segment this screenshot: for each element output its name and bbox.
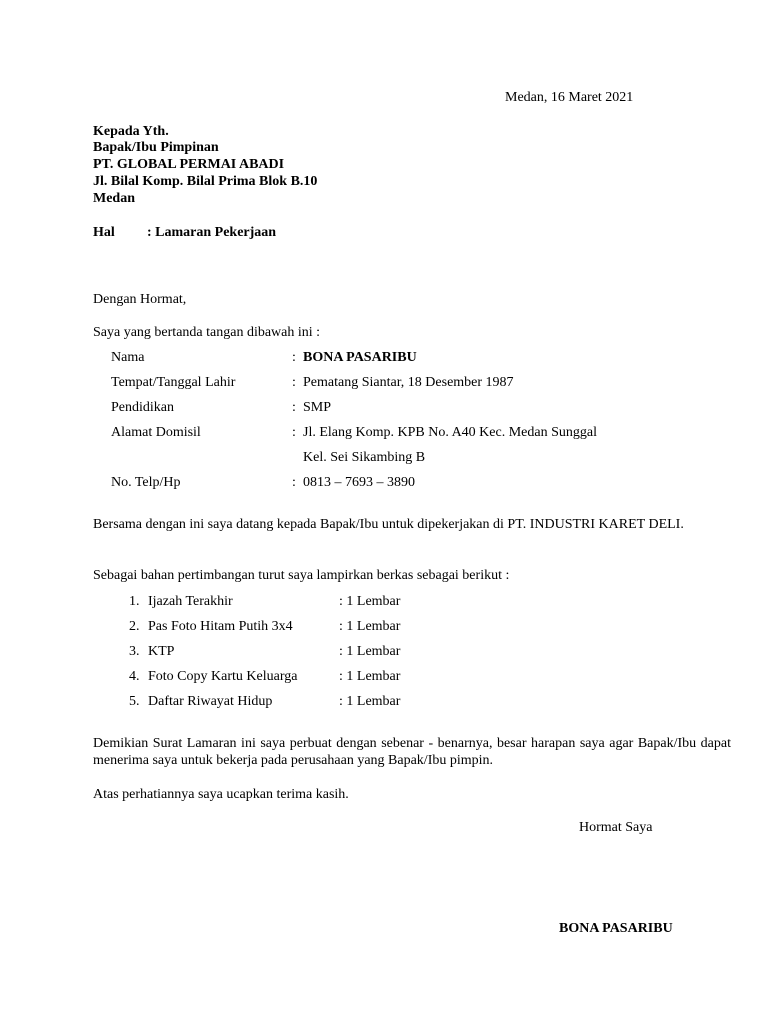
identity-label-education: Pendidikan — [111, 400, 174, 415]
identity-label-address: Alamat Domisil — [111, 425, 201, 440]
attachment-item: Pas Foto Hitam Putih 3x4 — [148, 619, 293, 634]
recipient-city: Medan — [93, 191, 135, 206]
signoff: Hormat Saya — [579, 820, 653, 835]
recipient-line-2: Bapak/Ibu Pimpinan — [93, 140, 219, 155]
identity-sep-education: : — [292, 400, 296, 415]
subject-value: : Lamaran Pekerjaan — [147, 225, 277, 240]
identity-label-birth: Tempat/Tanggal Lahir — [111, 375, 236, 390]
recipient-company: PT. GLOBAL PERMAI ABADI — [93, 157, 285, 172]
signature-name: BONA PASARIBU — [559, 921, 673, 936]
subject-label: Hal — [93, 225, 115, 240]
attachment-qty: : 1 Lembar — [339, 694, 401, 709]
attachment-qty: : 1 Lembar — [339, 594, 401, 609]
attachment-qty: : 1 Lembar — [339, 669, 401, 684]
identity-label-name: Nama — [111, 350, 145, 365]
identity-value-birth: Pematang Siantar, 18 Desember 1987 — [303, 375, 514, 390]
greeting: Dengan Hormat, — [93, 292, 187, 307]
attachment-qty: : 1 Lembar — [339, 619, 401, 634]
attachment-item: KTP — [148, 644, 175, 659]
identity-sep-address: : — [292, 425, 296, 440]
identity-value-phone: 0813 – 7693 – 3890 — [303, 475, 415, 490]
identity-sep-birth: : — [292, 375, 296, 390]
identity-value-name: BONA PASARIBU — [303, 350, 417, 365]
identity-value-address-2: Kel. Sei Sikambing B — [303, 450, 426, 465]
identity-label-phone: No. Telp/Hp — [111, 475, 181, 490]
attachment-qty: : 1 Lembar — [339, 644, 401, 659]
paragraph-application: Bersama dengan ini saya datang kepada Bapak/Ibu untuk dipekerjakan di PT. INDUSTRI KARET DELI. — [93, 517, 684, 532]
recipient-line-1: Kepada Yth. — [93, 124, 169, 139]
attachment-number: 1. — [129, 594, 140, 609]
identity-sep-phone: : — [292, 475, 296, 490]
attachment-number: 3. — [129, 644, 140, 659]
identity-sep-name: : — [292, 350, 296, 365]
attachment-number: 4. — [129, 669, 140, 684]
identity-value-education: SMP — [303, 400, 332, 415]
thanks-line: Atas perhatiannya saya ucapkan terima kasih. — [93, 787, 349, 802]
attachment-item: Daftar Riwayat Hidup — [148, 694, 273, 709]
attachment-number: 2. — [129, 619, 140, 634]
intro-text: Saya yang bertanda tangan dibawah ini : — [93, 325, 321, 340]
attachment-number: 5. — [129, 694, 140, 709]
paragraph-closing: Demikian Surat Lamaran ini saya perbuat dengan sebenar - benarnya, besar harapan saya agar Bapak/Ibu dapat menerima saya untuk bekerja pada perusahaan yang Bapak/Ibu pimpin. — [93, 736, 731, 768]
date-line: Medan, 16 Maret 2021 — [505, 90, 634, 105]
identity-value-address: Jl. Elang Komp. KPB No. A40 Kec. Medan Sunggal — [303, 425, 597, 440]
recipient-address: Jl. Bilal Komp. Bilal Prima Blok B.10 — [93, 174, 318, 189]
attachments-intro: Sebagai bahan pertimbangan turut saya lampirkan berkas sebagai berikut : — [93, 568, 510, 583]
attachment-item: Foto Copy Kartu Keluarga — [148, 669, 298, 684]
attachment-item: Ijazah Terakhir — [148, 594, 233, 609]
